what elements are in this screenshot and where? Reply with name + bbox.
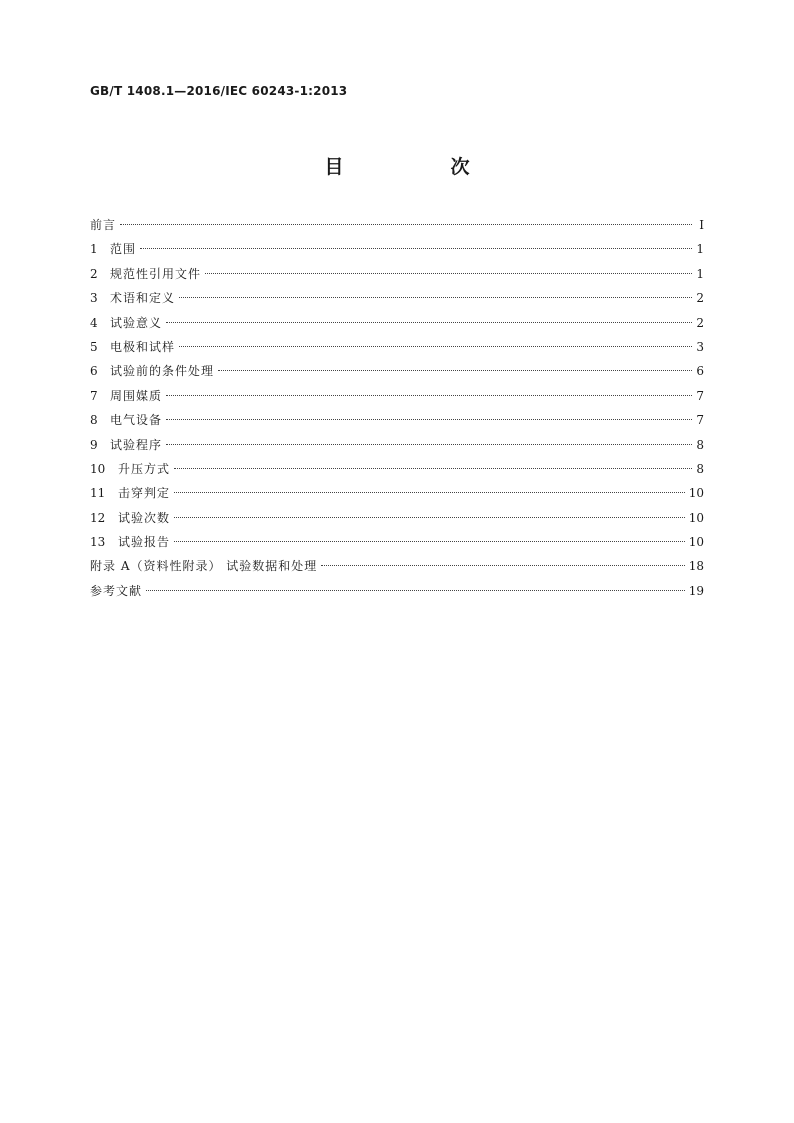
toc-entry-page: 19: [688, 583, 704, 598]
toc-entry-number: 5: [90, 339, 98, 354]
toc-entry-page: 10: [688, 486, 704, 501]
toc-entry-4[interactable]: [90, 314, 704, 338]
toc-entry-label: 试验次数: [118, 510, 171, 525]
toc-entry-label: 周围媒质: [110, 388, 163, 403]
toc-entry-label: 参考文献: [90, 583, 143, 598]
toc-entry-page: 7: [696, 413, 704, 428]
toc-entry-number: 2: [90, 266, 98, 281]
toc-entry-8[interactable]: [90, 411, 704, 435]
standard-number: GB/T 1408.1—2016/IEC 60243-1:2013: [90, 84, 348, 98]
toc-entry-3[interactable]: [90, 289, 704, 313]
toc-entry-label: 试验意义: [110, 315, 163, 330]
dot-leader: [179, 297, 692, 298]
toc-entry-page: 3: [696, 339, 704, 354]
toc-entry-label: 电极和试样: [110, 339, 176, 354]
toc-entry-2[interactable]: [90, 265, 704, 289]
toc-entry-label: 术语和定义: [110, 291, 176, 306]
toc-entry-number: 11: [90, 486, 106, 501]
toc-entry-page: 10: [688, 510, 704, 525]
dot-leader: [179, 346, 692, 347]
dot-leader: [146, 590, 685, 591]
toc-entry-13[interactable]: [90, 533, 704, 557]
dot-leader: [166, 444, 692, 445]
dot-leader: [174, 517, 685, 518]
toc-entry-appendix-a[interactable]: [90, 557, 704, 581]
toc-entry-number: 8: [90, 413, 98, 428]
toc-entry-6[interactable]: [90, 362, 704, 386]
toc-entry-number: 4: [90, 315, 98, 330]
toc-entry-label: 附录 A（资料性附录） 试验数据和处理: [90, 559, 318, 574]
toc-entry-number: 6: [90, 364, 98, 379]
toc-entry-9[interactable]: [90, 436, 704, 460]
toc-entry-number: 9: [90, 437, 98, 452]
dot-leader: [166, 322, 692, 323]
toc-entry-foreword[interactable]: [90, 216, 704, 240]
toc-entry-page: 1: [696, 266, 704, 281]
dot-leader: [205, 273, 692, 274]
toc-entry-label: 试验报告: [118, 535, 171, 550]
toc-entry-10[interactable]: [90, 460, 704, 484]
toc-entry-page: 8: [696, 461, 704, 476]
toc-entry-page: 2: [696, 315, 704, 330]
toc-entry-label: 升压方式: [118, 461, 171, 476]
toc-entry-bibliography[interactable]: [90, 582, 704, 606]
toc-entry-label: 规范性引用文件: [110, 266, 202, 281]
toc-entry-number: 1: [90, 242, 98, 257]
dot-leader: [166, 395, 692, 396]
toc-entry-number: 7: [90, 388, 98, 403]
toc-entry-number: 3: [90, 291, 98, 306]
toc-entry-label: 击穿判定: [118, 486, 171, 501]
dot-leader: [321, 565, 684, 566]
toc-entry-page: 6: [696, 364, 704, 379]
toc-entry-page: 1: [696, 242, 704, 257]
toc-entry-label: 电气设备: [110, 413, 163, 428]
toc-entry-page: Ⅰ: [699, 218, 704, 232]
toc-entry-11[interactable]: [90, 484, 704, 508]
page-title: 目 次: [324, 156, 514, 178]
dot-leader: [174, 468, 692, 469]
toc-entry-number: 13: [90, 535, 106, 550]
toc-entry-1[interactable]: [90, 240, 704, 264]
toc-entry-label: 试验程序: [110, 437, 163, 452]
dot-leader: [174, 492, 685, 493]
toc-entry-page: 10: [688, 535, 704, 550]
toc-entry-12[interactable]: [90, 509, 704, 533]
toc-entry-number: 12: [90, 510, 106, 525]
toc-entry-label: 前言: [90, 218, 117, 232]
toc-entry-5[interactable]: [90, 338, 704, 362]
toc-entry-number: 10: [90, 461, 106, 476]
toc-entry-7[interactable]: [90, 387, 704, 411]
toc-entry-label: 范围: [110, 242, 137, 257]
toc-entry-page: 8: [696, 437, 704, 452]
dot-leader: [218, 370, 692, 371]
dot-leader: [140, 248, 692, 249]
toc-entry-page: 2: [696, 291, 704, 306]
toc-entry-page: 18: [688, 559, 704, 574]
dot-leader: [120, 224, 692, 225]
toc-entry-page: 7: [696, 388, 704, 403]
table-of-contents: [90, 216, 704, 606]
toc-entry-label: 试验前的条件处理: [110, 364, 215, 379]
dot-leader: [174, 541, 685, 542]
dot-leader: [166, 419, 692, 420]
